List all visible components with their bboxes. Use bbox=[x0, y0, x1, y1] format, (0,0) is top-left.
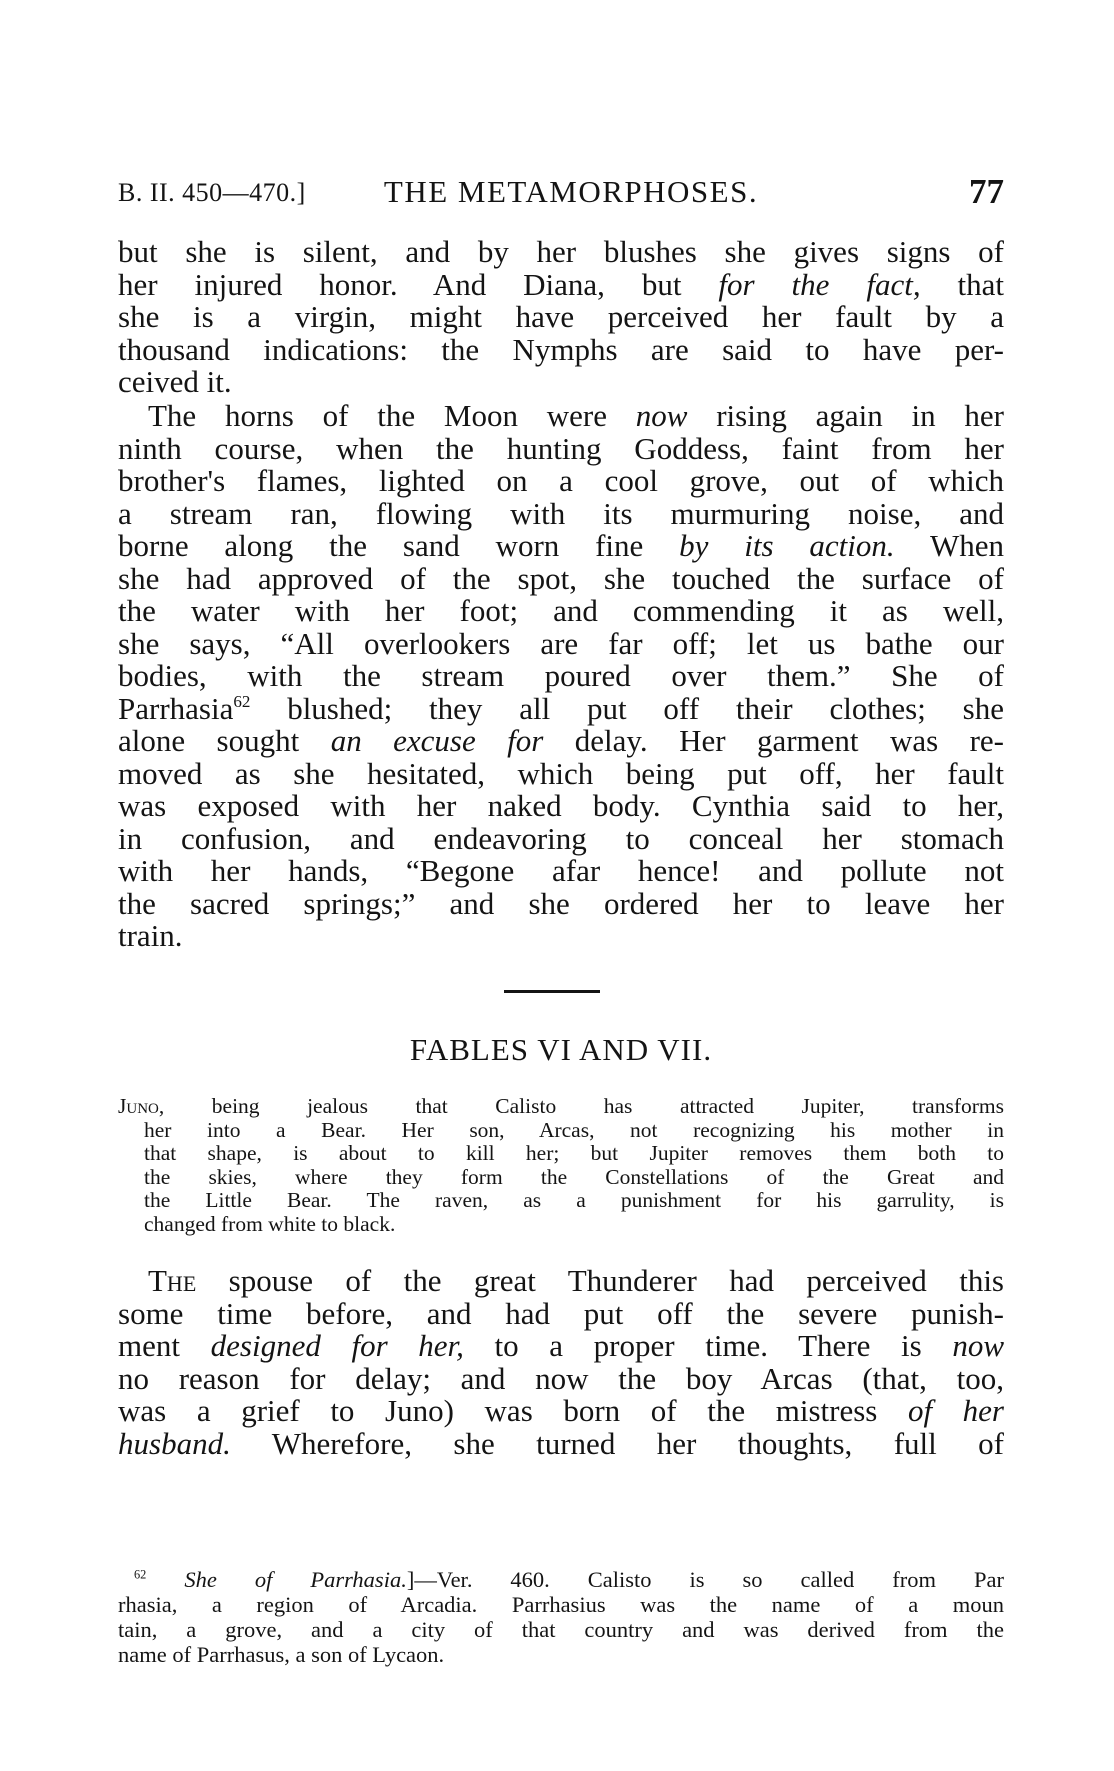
text-line: she is a virgin, might have perceived her fault by a bbox=[118, 299, 1004, 334]
text-line: ceived it. bbox=[118, 364, 232, 399]
footnote-number: 62 bbox=[134, 1567, 147, 1582]
running-head bbox=[118, 172, 1004, 212]
paragraph-3 bbox=[118, 1265, 1004, 1460]
text-line: but she is silent, and by her blushes she gives signs of bbox=[118, 234, 1004, 269]
summary-line: that shape, is about to kill her; but Jupiter removes them both to bbox=[144, 1141, 1004, 1166]
text-line: alone sought an excuse for delay. Her garment was re- bbox=[118, 723, 1005, 758]
text-line: the water with her foot; and commending it as well, bbox=[118, 593, 1004, 628]
text-line: her injured honor. And Diana, but for the fact, that bbox=[118, 266, 1005, 302]
text-line: train. bbox=[118, 918, 183, 953]
text-line: was a grief to Juno) was born of the mistress of her bbox=[118, 1393, 1004, 1428]
summary-line: her into a Bear. Her son, Arcas, not recognizing his mother in bbox=[144, 1117, 1004, 1142]
text-line: bodies, with the stream poured over them.” She of bbox=[118, 658, 1004, 693]
footnote bbox=[118, 1567, 1004, 1667]
running-title: THE METAMORPHOSES. bbox=[383, 174, 759, 209]
text-line: The horns of the Moon were now rising again in her bbox=[148, 398, 1004, 433]
text-line: borne along the sand worn fine by its action. When bbox=[118, 528, 1004, 563]
footnote-line: tain, a grove, and a city of that country and was derived from the bbox=[118, 1617, 1004, 1642]
text-line: brother's flames, lighted on a cool grove, out of which bbox=[118, 463, 1004, 498]
section-heading: FABLES VI AND VII. bbox=[409, 1032, 713, 1067]
footnote-line: name of Parrhasus, a son of Lycaon. bbox=[118, 1642, 445, 1667]
text-line: a stream ran, flowing with its murmuring noise, and bbox=[118, 495, 1004, 531]
page-number: 77 bbox=[969, 172, 1004, 211]
text-line: moved as she hesitated, which being put off, her fault bbox=[118, 755, 1004, 791]
section-reference: B. II. 450—470.] bbox=[118, 178, 306, 207]
text-line: Parrhasia$^{62}$ blushed; they all put off their clothes; she bbox=[118, 690, 1004, 726]
text-line: husband. Wherefore, she turned her thoughts, full of bbox=[118, 1425, 1004, 1461]
text-line: was exposed with her naked body. Cynthia said to her, bbox=[118, 788, 1004, 823]
footnote-line: $^{62}$ She of Parrhasia.]—Ver. 460. Calisto is so called from Par bbox=[134, 1567, 1004, 1592]
summary-line: Juno, being jealous that Calisto has attracted Jupiter, transforms bbox=[118, 1094, 1004, 1118]
paragraph-1 bbox=[118, 236, 1004, 399]
footnote-line: rhasia, a region of Arcadia. Parrhasius was the name of a moun bbox=[118, 1592, 1004, 1617]
text-line: ment designed for her, to a proper time. There is now bbox=[118, 1328, 1005, 1363]
summary-line: the Little Bear. The raven, as a punishment for his garrulity, is bbox=[144, 1188, 1004, 1213]
summary-line: changed from white to black. bbox=[144, 1211, 396, 1236]
text-line: in confusion, and endeavoring to conceal her stomach bbox=[118, 820, 1004, 856]
text-line: some time before, and had put off the severe punish- bbox=[118, 1295, 1004, 1331]
footnote-marker[interactable]: 62 bbox=[233, 691, 251, 711]
text-line: no reason for delay; and now the boy Arcas (that, too, bbox=[118, 1360, 1004, 1396]
text-line: with her hands, “Begone afar hence! and pollute not bbox=[118, 853, 1004, 888]
section-divider bbox=[504, 990, 600, 993]
summary-line: the skies, where they form the Constellations of the Great and bbox=[144, 1164, 1004, 1189]
text-line: thousand indications: the Nymphs are said to have per- bbox=[118, 331, 1004, 367]
text-line: she says, “All overlookers are far off; let us bathe our bbox=[118, 625, 1004, 661]
fable-summary bbox=[118, 1095, 1004, 1237]
text-line: ninth course, when the hunting Goddess, faint from her bbox=[118, 430, 1004, 466]
text-line: she had approved of the spot, she touched the surface of bbox=[118, 560, 1004, 596]
text-line: the sacred springs;” and she ordered her to leave her bbox=[118, 885, 1004, 921]
text-line: The spouse of the great Thunderer had perceived this bbox=[148, 1263, 1004, 1298]
paragraph-2 bbox=[118, 400, 1004, 953]
